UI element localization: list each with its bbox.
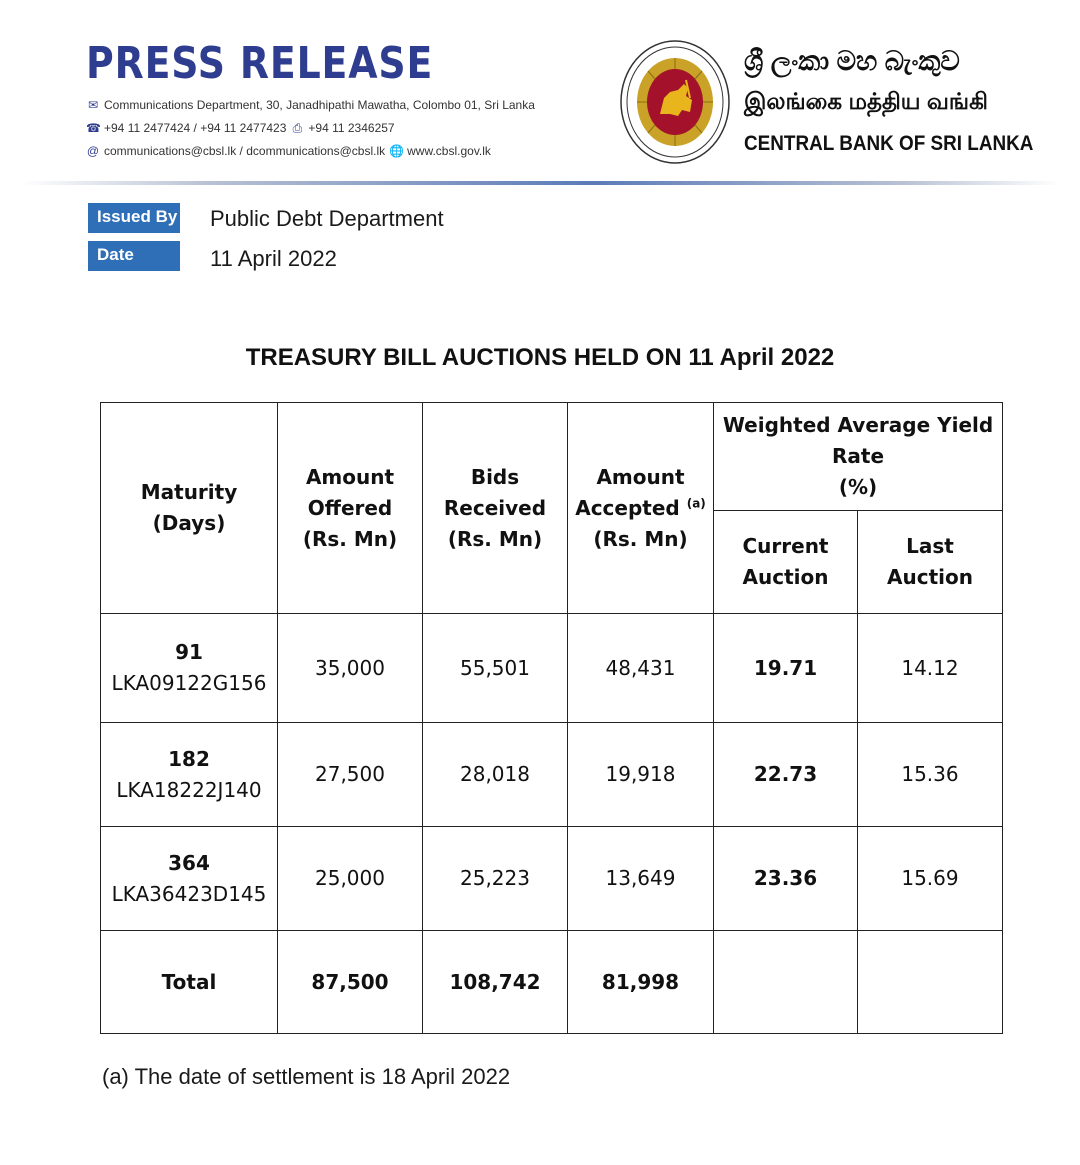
email-text: communications@cbsl.lk / dcommunications@cbsl.lk: [104, 144, 386, 158]
phone-text: +94 11 2477424 / +94 11 2477423: [104, 121, 287, 135]
cell-offered: 35,000: [278, 614, 423, 723]
table-total-row: [101, 931, 1003, 1034]
bank-name-sinhala: ශ්‍රී ලංකා මහ බැංකුව: [744, 46, 960, 76]
bank-name-english: CENTRAL BANK OF SRI LANKA: [744, 132, 1034, 155]
header-maturity: Maturity (Days): [101, 403, 278, 614]
fax-icon: ⎙: [292, 121, 303, 135]
cell-current-yield: 19.71: [714, 614, 858, 723]
header-weighted-average-yield: Weighted Average Yield Rate (%): [714, 403, 1003, 511]
cell-accepted: 13,649: [568, 827, 714, 931]
cell-total-last-empty: [858, 931, 1003, 1034]
cell-total-bids: 108,742: [423, 931, 568, 1034]
header-divider: [20, 181, 1060, 185]
bank-name-tamil: இலங்கை மத்திய வங்கி: [744, 88, 988, 114]
table-row: [101, 723, 1003, 827]
header-amount-accepted: Amount Accepted $^{(a)}$ (Rs. Mn): [568, 403, 714, 614]
address-line: [86, 96, 535, 114]
treasury-bill-auction-table: [100, 402, 1003, 1034]
central-bank-seal-icon: [620, 40, 730, 164]
date-value: 11 April 2022: [210, 246, 337, 271]
cell-bids: 25,223: [423, 827, 568, 931]
cell-maturity: 182 LKA18222J140: [101, 723, 278, 827]
at-icon: @: [86, 144, 100, 158]
cell-bids: 28,018: [423, 723, 568, 827]
date-label: Date: [88, 241, 180, 271]
cell-offered: 25,000: [278, 827, 423, 931]
footnote-marker: (a): [686, 495, 706, 510]
cell-current-yield: 23.36: [714, 827, 858, 931]
issued-by-value: Public Debt Department: [210, 206, 444, 231]
phone-icon: ☎: [86, 121, 101, 135]
table-title: TREASURY BILL AUCTIONS HELD ON 11 April 2022: [245, 344, 835, 371]
cell-maturity: 364 LKA36423D145: [101, 827, 278, 931]
phone-line: [86, 119, 395, 137]
cell-total-label: Total: [101, 931, 278, 1034]
table-row: [101, 827, 1003, 931]
table-header-row: [101, 403, 1003, 511]
cell-bids: 55,501: [423, 614, 568, 723]
settlement-footnote: (a) The date of settlement is 18 April 2022: [102, 1064, 511, 1089]
globe-icon: 🌐: [389, 144, 405, 158]
cell-total-accepted: 81,998: [568, 931, 714, 1034]
cell-current-yield: 22.73: [714, 723, 858, 827]
cell-last-yield: 15.69: [858, 827, 1003, 931]
website-link[interactable]: www.cbsl.gov.lk: [407, 144, 491, 158]
cell-accepted: 48,431: [568, 614, 714, 723]
email-line: [86, 142, 491, 160]
issued-by-label: Issued By: [88, 203, 180, 233]
cell-maturity: 91 LKA09122G156: [101, 614, 278, 723]
envelope-icon: ✉: [87, 98, 99, 112]
cell-last-yield: 14.12: [858, 614, 1003, 723]
header-last-auction: Last Auction: [858, 511, 1003, 614]
header-bids-received: Bids Received (Rs. Mn): [423, 403, 568, 614]
cell-offered: 27,500: [278, 723, 423, 827]
press-release-title: PRESS RELEASE: [86, 38, 434, 89]
cell-total-offered: 87,500: [278, 931, 423, 1034]
cell-last-yield: 15.36: [858, 723, 1003, 827]
table-row: [101, 614, 1003, 723]
cell-accepted: 19,918: [568, 723, 714, 827]
header-current-auction: Current Auction: [714, 511, 858, 614]
fax-text: +94 11 2346257: [308, 121, 395, 135]
header-amount-offered: Amount Offered (Rs. Mn): [278, 403, 423, 614]
address-text: Communications Department, 30, Janadhipathi Mawatha, Colombo 01, Sri Lanka: [104, 98, 535, 112]
cell-total-current-empty: [714, 931, 858, 1034]
